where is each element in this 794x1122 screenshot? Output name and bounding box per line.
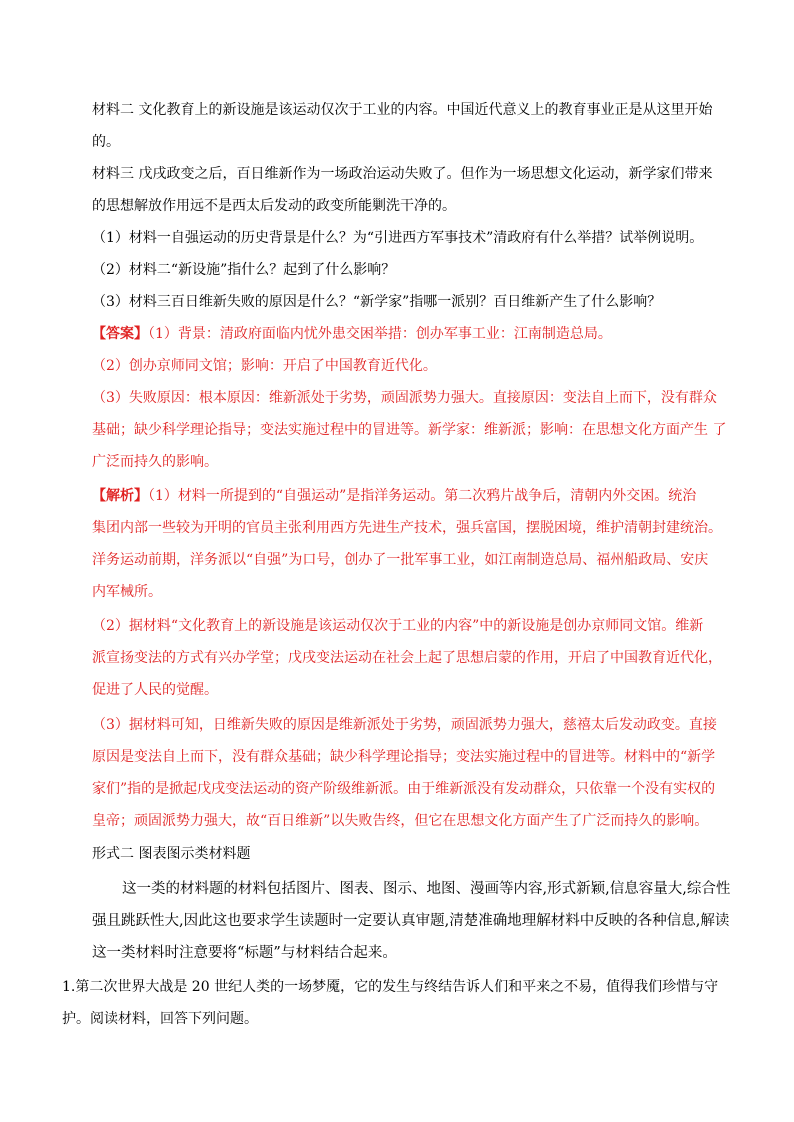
material3-line-2: 的思想解放作用远不是西太后发动的政变所能剿洗干净的。 (92, 198, 456, 214)
analysis-paragraph-1-line-4: 内军械所。 (92, 584, 162, 600)
analysis-paragraph-2-line-3: 促进了人民的觉醒。 (92, 682, 218, 698)
form2-intro-line-2: 强且跳跃性大,因此这也要求学生读题时一定要认真审题,清楚准确地理解材料中反映的各种信息,解读 (92, 913, 730, 929)
question-1: （1）材料一自强运动的历史背景是什么？为“引进西方军事技术”清政府有什么举措？试举例说明。 (92, 230, 704, 246)
form2-intro-line-3: 这一类材料时注意要将“标题”与材料结合起来。 (92, 945, 397, 961)
form2-intro-line-1: 这一类的材料题的材料包括图片、图表、图示、地图、漫画等内容,形式新颖,信息容量大,综合性 (122, 881, 731, 897)
analysis-paragraph-1-line-2: 集团内部一些较为开明的官员主张利用西方先进生产技术，强兵富国，摆脱困境，维护清朝封建统治。 (92, 520, 722, 536)
analysis-paragraph-3-line-1: （3）据材料可知，日维新失败的原因是维新派处于劣势，顽固派势力强大，慈禧太后发动政变。直接 (92, 717, 717, 733)
answer-paragraph-3-line-3: 广泛而持久的影响。 (92, 454, 218, 470)
analysis-text-1: （1）材料一所提到的“自强运动”是指洋务运动。第二次鸦片战争后，清朝内外交困。统治 (148, 488, 697, 504)
material2-line-2: 的。 (92, 134, 120, 150)
question-3: （3）材料三百日维新失败的原因是什么？“新学家”指哪一派别？百日维新产生了什么影响？ (92, 294, 662, 310)
material3-line-1: 材料三 戊戌政变之后，百日维新作为一场政治运动失败了。但作为一场思想文化运动，新学家们带来 (92, 166, 713, 182)
analysis-paragraph-3-line-4: 皇帝；顽固派势力强大，故“百日维新”以失败告终，但它在思想文化方面产生了广泛而持久的影响。 (92, 813, 709, 829)
analysis-paragraph-2-line-2: 派宣扬变法的方式有兴办学堂；戊戌变法运动在社会上起了思想启蒙的作用，开启了中国教育近代化， (92, 650, 722, 666)
analysis-paragraph-2-line-1: （2）据材料“文化教育上的新设施是该运动仅次于工业的内容”中的新设施是创办京师同文馆。维新 (92, 618, 704, 634)
question-item-1-line-2: 护。阅读材料，回答下列问题。 (62, 1011, 258, 1027)
question-2: （2）材料二“新设施”指什么？起到了什么影响？ (92, 262, 396, 278)
answer-paragraph-3-line-1: （3）失败原因：根本原因：维新派处于劣势，顽固派势力强大。直接原因：变法自上而下，没有群众 (92, 390, 717, 406)
material2-line-1: 材料二 文化教育上的新设施是该运动仅次于工业的内容。中国近代意义上的教育事业正是从这里开始 (92, 102, 713, 118)
answer-paragraph-3-line-2: 基础；缺少科学理论指导；变法实施过程中的冒进等。新学家：维新派；影响：在思想文化方面产生 了 (92, 422, 727, 438)
question-item-1-line-1: 1.第二次世界大战是 20 世纪人类的一场梦魇，它的发生与终结告诉人们和平来之不易，值得我们珍惜与守 (62, 979, 719, 995)
answer-tag: 【答案】 (92, 326, 148, 342)
analysis-tag: 【解析】 (92, 488, 148, 504)
analysis-paragraph-1-line-1 (92, 487, 696, 505)
analysis-paragraph-3-line-2: 原因是变法自上而下，没有群众基础；缺少科学理论指导；变法实施过程中的冒进等。材料中的“新学 (92, 749, 716, 765)
analysis-paragraph-3-line-3: 家们”指的是掀起戊戌变法运动的资产阶级维新派。由于维新派没有发动群众，只依靠一个没有实权的 (92, 781, 716, 797)
answer-text-1: （1）背景：清政府面临内忧外患交困举措：创办军事工业：江南制造总局。 (148, 326, 612, 342)
answer-paragraph-2: （2）创办京师同文馆；影响：开启了中国教育近代化。 (92, 358, 437, 374)
form2-heading: 形式二 图表图示类材料题 (92, 846, 251, 862)
answer-paragraph-1 (92, 325, 612, 343)
analysis-paragraph-1-line-3: 洋务运动前期，洋务派以“自强”为口号，创办了一批军事工业，如江南制造总局、福州船政局、安庆 (92, 552, 709, 568)
